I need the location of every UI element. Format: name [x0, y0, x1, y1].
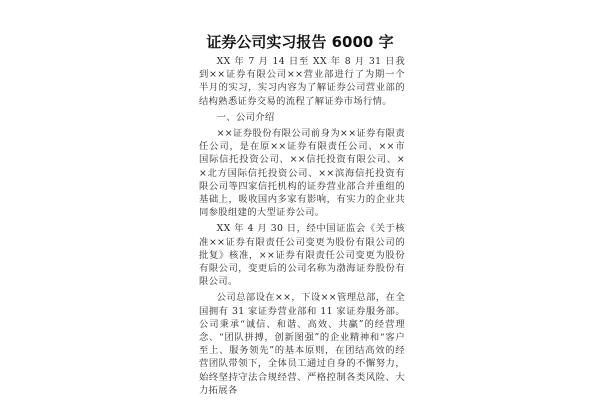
document-body — [199, 55, 405, 397]
paragraph-company-restructure: XX 年 4 月 30 日，经中国证监会《关于核准××证券有限责任公司变更为股份有限公司的批复》核准，××证券有限责任公司变更为股份有限公司，变更后的公司名称为渤海证券股份有限公司。 — [199, 223, 405, 288]
paragraph-company-history: ××证券股份有限公司前身为××证券有限责任公司，是在原××证券有限责任公司、××市国际信托投资公司、××信托投资有限公司、××北方国际信托投资公司、××滨海信托投资有限公司等四家信托机构的证券营业部合并重组的基础上，吸收国内多家有影响，有实力的企业共同参股组建的大型证券公司。 — [199, 128, 405, 219]
section-heading-company-intro: 一、公司介绍 — [216, 111, 275, 123]
document-title: 证券公司实习报告 6000 字 — [206, 33, 394, 51]
paragraph-intro: XX 年 7 月 14 日至 XX 年 8 月 31 日我到××证券有限公司××营业部进行了为期一个半月的实习，实习内容为了解证券公司营业部的结构熟悉证券交易的流程了解证券市场行情。 — [199, 56, 405, 107]
paragraph-company-overview: 公司总部设在××，下设××管理总部，在全国拥有 31 家证券营业部和 11 家证券服务部。公司秉承“诚信、和谐、高效、共赢”的经营理念、“团队拼搏，创新图强”的企业精神和“客户至上、服务领先”的基本原则，在团结高效的经营团队带领下，全体员工通过自身的不懈努力，始终坚持守法合规经营、严格控制各类风险、大力拓展各 — [199, 292, 405, 396]
